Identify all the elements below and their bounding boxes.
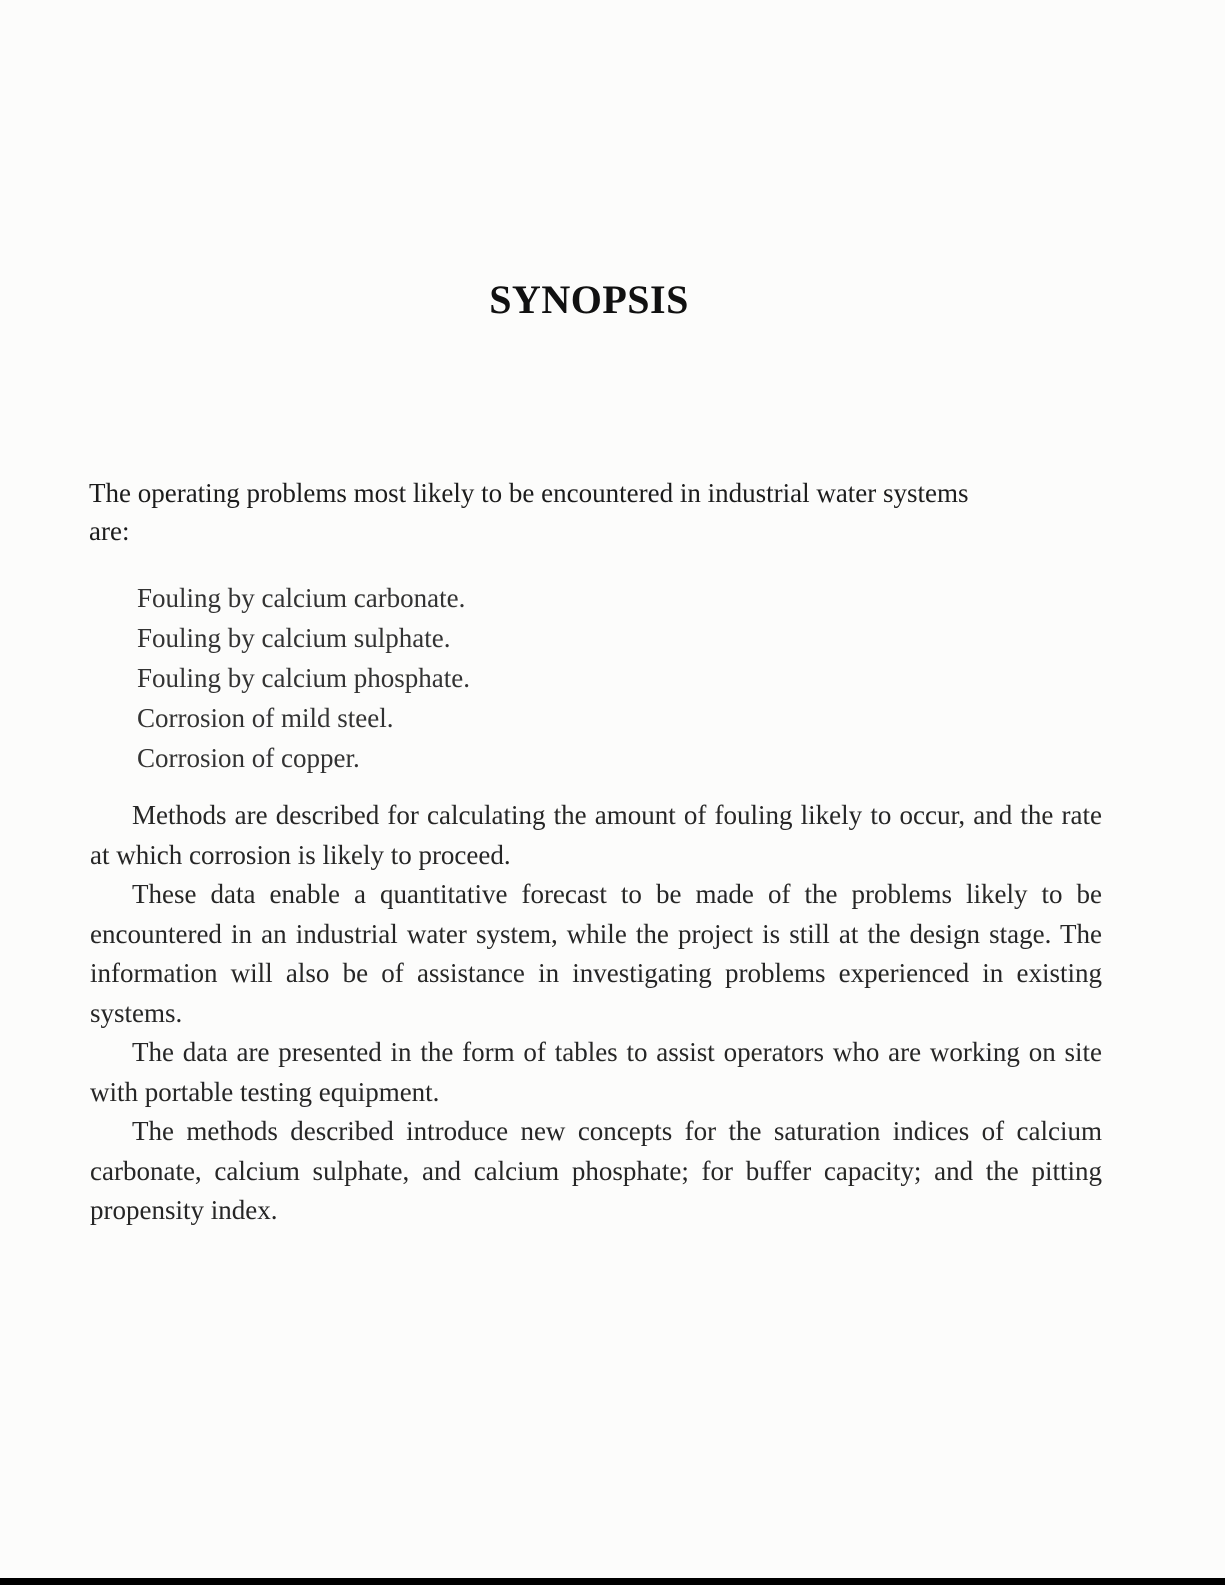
intro-paragraph: The operating problems most likely to be encountered in industrial water systems are:: [89, 478, 969, 546]
page-title: SYNOPSIS: [489, 277, 689, 322]
paragraph-methods: Methods are described for calculating the amount of fouling likely to occur, and the rate at which corrosion is likely to proceed.: [90, 800, 1102, 870]
list-item: Fouling by calcium carbonate.: [137, 583, 466, 613]
list-item: Corrosion of mild steel.: [137, 703, 394, 733]
list-item: Fouling by calcium phosphate.: [137, 663, 470, 693]
list-item: Corrosion of copper.: [137, 743, 360, 773]
paragraph-forecast: These data enable a quantitative forecast to be made of the problems likely to be encountered in an industrial water system, while the project is still at the design stage. The information will also be of assistance in investigating problems experienced in existing systems.: [90, 879, 1102, 1028]
body-text: [90, 796, 1102, 1231]
paragraph-concepts: The methods described introduce new concepts for the saturation indices of calcium carbonate, calcium sulphate, and calcium phosphate; for buffer capacity; and the pitting propensity index.: [90, 1116, 1102, 1225]
list-item: Fouling by calcium sulphate.: [137, 623, 451, 653]
scan-bottom-edge: [0, 1578, 1225, 1585]
paragraph-tables: The data are presented in the form of tables to assist operators who are working on site with portable testing equipment.: [90, 1037, 1102, 1107]
problem-list: [137, 578, 837, 778]
